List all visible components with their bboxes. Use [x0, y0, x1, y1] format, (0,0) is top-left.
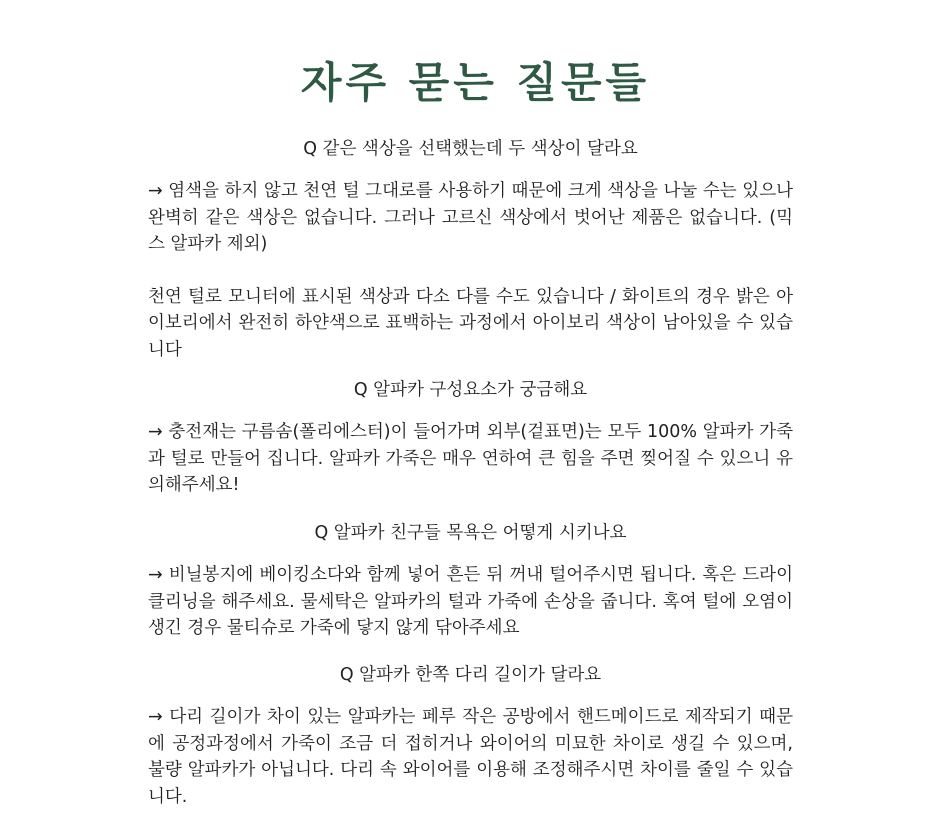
faq-answer-paragraph: 천연 털로 모니터에 표시된 색상과 다소 다를 수도 있습니다 / 화이트의 경우 밝은 아이보리에서 완전히 하얀색으로 표백하는 과정에서 아이보리 색상이 남아있을 수 있습니다: [148, 286, 793, 360]
faq-answer-paragraph: → 다리 길이가 차이 있는 알파카는 페루 작은 공방에서 핸드메이드로 제작되기 때문에 공정과정에서 가죽이 조금 더 접히거나 와이어의 미묘한 차이로 생길 수 있으며, 불량 알파카가 아닙니다. 다리 속 와이어를 이용해 조정해주시면 차이를 줄일 수 있습니다.: [148, 707, 793, 807]
faq-answer: [148, 178, 793, 363]
faq-answer-paragraph: → 충전재는 구름솜(폴리에스터)이 들어가며 외부(겉표면)는 모두 100% 알파카 가죽과 털로 만들어 집니다. 알파카 가죽은 매우 연하여 큰 힘을 주면 찢어질 수 있으니 유의해주세요!: [148, 422, 793, 495]
page-title: 자주 묻는 질문들: [300, 58, 651, 108]
faq-question: Q 알파카 구성요소가 궁금해요: [353, 380, 588, 400]
faq-answer: [148, 419, 793, 499]
faq-answer: [148, 704, 793, 810]
faq-answer-paragraph: → 비닐봉지에 베이킹소다와 함께 넣어 흔든 뒤 꺼내 털어주시면 됩니다. 혹은 드라이클리닝을 해주세요. 물세탁은 알파카의 털과 가죽에 손상을 줍니다. 혹여 털에 오염이 생긴 경우 물티슈로 가죽에 닿지 않게 닦아주세요: [148, 565, 793, 638]
faq-question: Q 알파카 친구들 목욕은 어떻게 시키나요: [314, 523, 627, 543]
faq-answer: [148, 562, 793, 642]
faq-item-leg-length: [148, 662, 793, 810]
faq-answer-paragraph: → 염색을 하지 않고 천연 털 그대로를 사용하기 때문에 크게 색상을 나눌 수는 있으나 완벽히 같은 색상은 없습니다. 그러나 고르신 색상에서 벗어난 제품은 없습니다. (믹스 알파카 제외): [148, 181, 793, 254]
faq-question: Q 같은 색상을 선택했는데 두 색상이 달라요: [303, 139, 638, 159]
faq-item-color: [148, 136, 793, 363]
faq-item-washing: [148, 520, 793, 642]
faq-question: Q 알파카 한쪽 다리 길이가 달라요: [339, 665, 602, 685]
faq-item-materials: [148, 377, 793, 499]
